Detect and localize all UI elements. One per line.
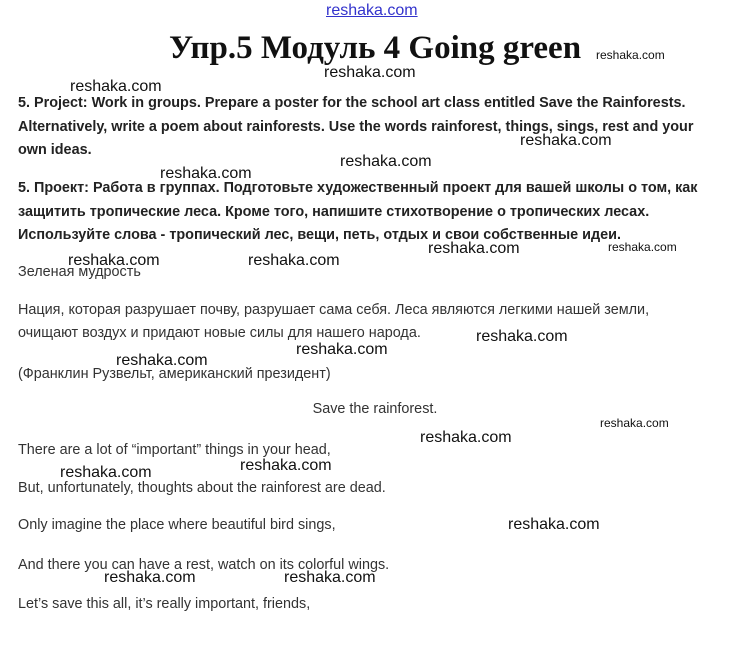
watermark: reshaka.com [284, 569, 376, 586]
task-en-line-1: 5. Project: Work in groups. Prepare a poster for the school art class entitled Save the Rainforests. [18, 95, 686, 111]
site-link[interactable]: reshaka.com [326, 2, 418, 19]
quote-attribution: (Франклин Рузвельт, американский президент) [18, 366, 331, 382]
watermark: reshaka.com [104, 569, 196, 586]
watermark: reshaka.com [608, 240, 677, 254]
quote-heading: Зеленая мудрость [18, 264, 141, 280]
watermark: reshaka.com [116, 352, 208, 369]
quote-line-1: Нация, которая разрушает почву, разрушает сама себя. Леса являются легкими нашей земли, [18, 302, 650, 318]
poem-line: There are a lot of “important” things in your head, [18, 442, 331, 458]
poem-line: And there you can have a rest, watch on its colorful wings. [18, 557, 390, 573]
quote-line-2: очищают воздух и придают новые силы для нашего народа. [18, 325, 421, 341]
watermark: reshaka.com [296, 341, 388, 358]
task-ru-line-3: Используйте слова - тропический лес, вещи, петь, отдых и свои собственные идеи. [18, 227, 621, 243]
watermark: reshaka.com [508, 516, 600, 533]
watermark: reshaka.com [324, 64, 416, 81]
poem-line: Let’s save this all, it’s really important, friends, [18, 596, 311, 612]
watermark: reshaka.com [68, 252, 160, 269]
watermark: reshaka.com [60, 464, 152, 481]
watermark: reshaka.com [428, 240, 520, 257]
page-title: Упр.5 Модуль 4 Going green [168, 30, 582, 66]
task-en-line-2: Alternatively, write a poem about rainforests. Use the words rainforest, things, sings, rest and your [18, 119, 694, 135]
watermark: reshaka.com [70, 78, 162, 95]
task-en-line-3: own ideas. [18, 142, 92, 158]
task-ru-line-1: 5. Проект: Работа в группах. Подготовьте художественный проект для вашей школы о том, как [18, 180, 698, 196]
watermark: reshaka.com [160, 165, 252, 182]
watermark: reshaka.com [248, 252, 340, 269]
watermark: reshaka.com [476, 328, 568, 345]
watermark: reshaka.com [596, 48, 665, 62]
poem-title: Save the rainforest. [312, 401, 438, 417]
poem-line: Only imagine the place where beautiful bird sings, [18, 517, 336, 533]
watermark: reshaka.com [600, 416, 669, 430]
watermark: reshaka.com [340, 153, 432, 170]
task-ru-line-2: защитить тропические леса. Кроме того, напишите стихотворение о тропических лесах. [18, 204, 650, 220]
watermark: reshaka.com [240, 457, 332, 474]
watermark: reshaka.com [420, 429, 512, 446]
watermark: reshaka.com [520, 132, 612, 149]
poem-line: But, unfortunately, thoughts about the rainforest are dead. [18, 480, 386, 496]
